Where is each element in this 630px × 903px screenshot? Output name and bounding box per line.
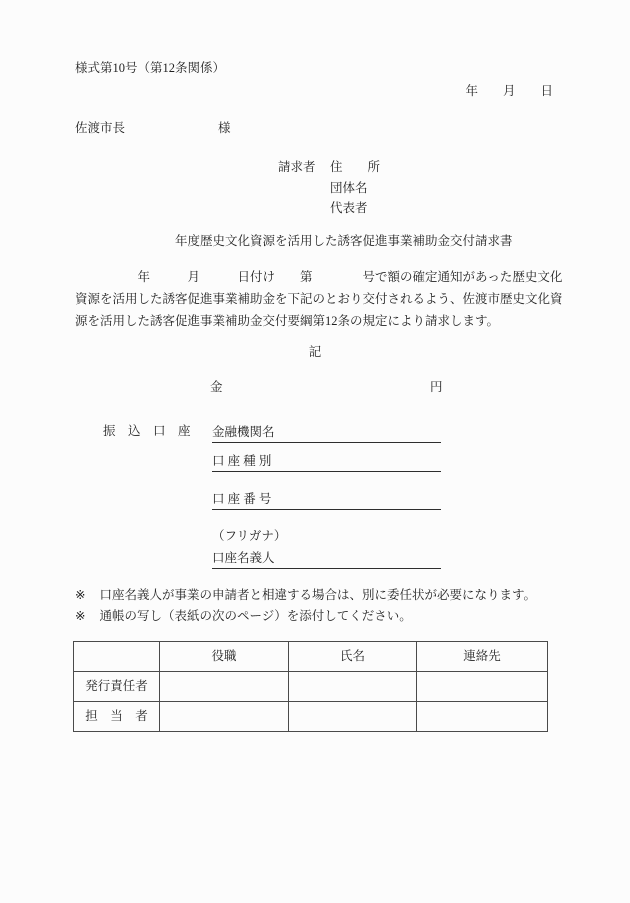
issuer-contact-cell[interactable] — [417, 672, 548, 702]
table-row-issuer — [74, 672, 548, 702]
note-1-marker: ※ — [75, 588, 86, 602]
bank-name-label: 金融機関名 — [212, 425, 275, 439]
issuer-role-cell[interactable] — [160, 672, 289, 702]
note-2-marker: ※ — [75, 609, 86, 623]
amount-suffix: 円 — [430, 380, 443, 394]
header-empty — [74, 642, 160, 672]
account-type-field[interactable] — [212, 454, 441, 472]
account-type-label: 口 座 種 別 — [212, 454, 272, 468]
note-1 — [75, 588, 536, 603]
addressee: 佐渡市長 — [75, 121, 126, 135]
addressee-honorific: 様 — [218, 121, 231, 135]
amount-prefix: 金 — [210, 380, 223, 394]
account-number-label: 口 座 番 号 — [212, 492, 272, 506]
body-paragraph — [75, 266, 567, 332]
claimant-address-field[interactable]: 住 所 — [330, 160, 381, 174]
body-line-1: 年 月 日付け 第 号で額の確定通知があった歴史文化 — [75, 270, 563, 284]
claimant-representative-field[interactable]: 代表者 — [330, 201, 368, 215]
note-2-text: 通帳の写し（表紙の次のページ）を添付してください。 — [99, 609, 412, 623]
staff-role-cell[interactable] — [160, 702, 289, 732]
claimant-label: 請求者 — [278, 160, 316, 174]
staff-contact-cell[interactable] — [417, 702, 548, 732]
bank-name-field[interactable] — [212, 425, 441, 443]
staff-name-cell[interactable] — [289, 702, 417, 732]
body-line-3: 源を活用した誘客促進事業補助金交付要綱第12条の規定により請求します。 — [75, 314, 500, 328]
contact-table-header-row — [74, 642, 548, 672]
contact-table — [73, 641, 548, 732]
header-role: 役職 — [160, 642, 289, 672]
row-label-issuer: 発行責任者 — [74, 672, 160, 702]
header-name: 氏名 — [289, 642, 417, 672]
account-holder-label: 口座名義人 — [212, 551, 275, 565]
body-line-2: 資源を活用した誘客促進事業補助金を下記のとおり交付されるよう、佐渡市歴史文化資 — [75, 292, 563, 306]
amount-blank-field[interactable] — [222, 380, 427, 395]
row-label-staff: 担 当 者 — [74, 702, 160, 732]
date-blank-line[interactable]: 年 月 日 — [465, 84, 553, 98]
note-1-text: 口座名義人が事業の申請者と相違する場合は、別に委任状が必要になります。 — [99, 588, 536, 602]
document-title: 年度歴史文化資源を活用した誘客促進事業補助金交付請求書 — [175, 234, 513, 248]
claimant-organization-field[interactable]: 団体名 — [330, 181, 368, 195]
transfer-account-label: 振 込 口 座 — [103, 424, 191, 438]
note-2 — [75, 609, 412, 624]
account-number-field[interactable] — [212, 492, 441, 510]
account-holder-field[interactable] — [212, 551, 441, 569]
header-contact: 連絡先 — [417, 642, 548, 672]
form-number: 様式第10号（第12条関係） — [75, 61, 226, 75]
ki-heading: 記 — [308, 345, 322, 359]
issuer-name-cell[interactable] — [289, 672, 417, 702]
table-row-staff — [74, 702, 548, 732]
furigana-label[interactable]: （フリガナ） — [212, 529, 287, 543]
